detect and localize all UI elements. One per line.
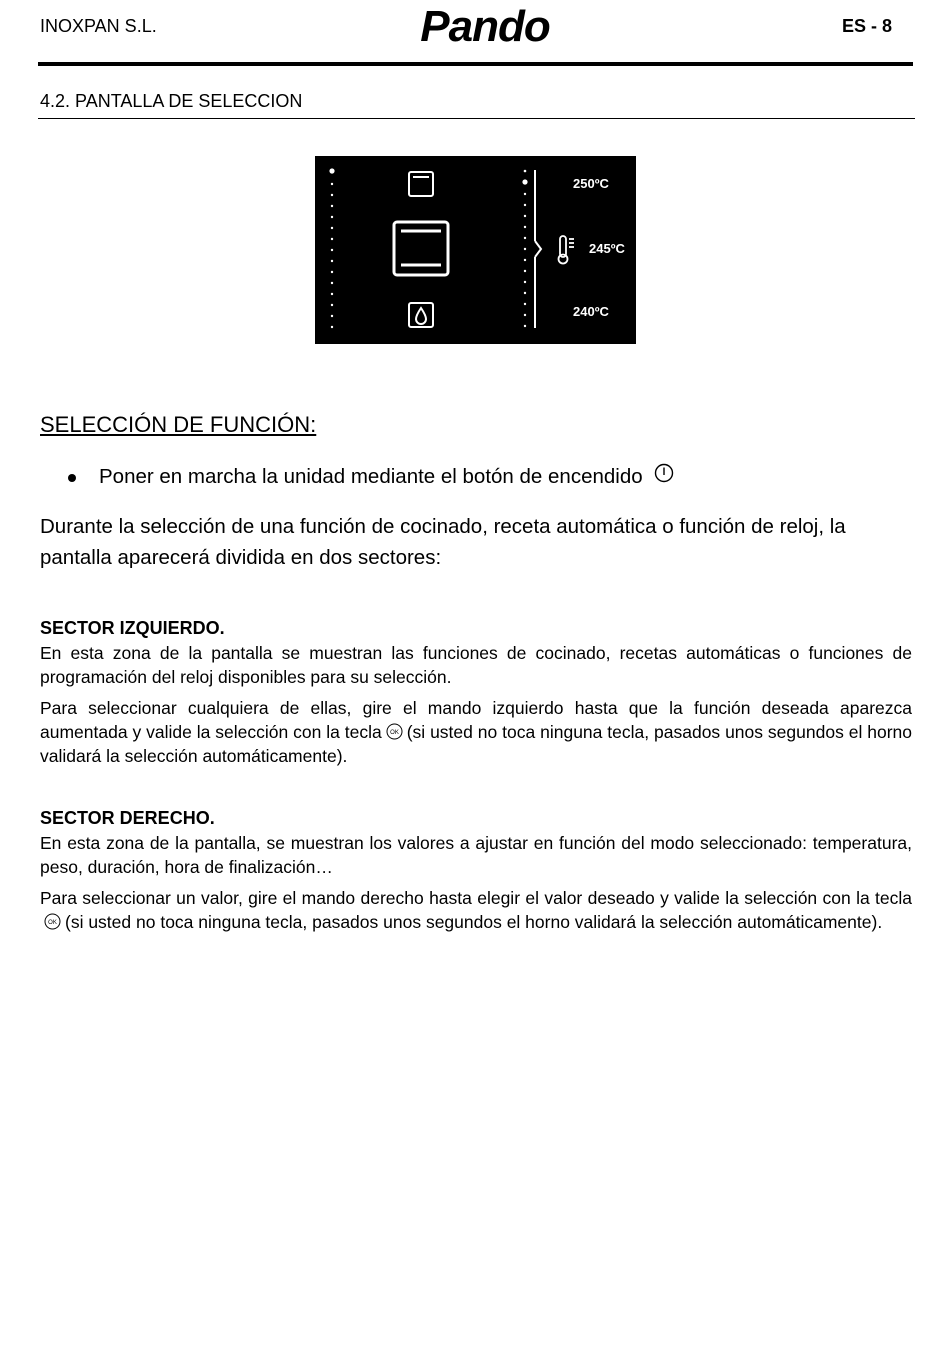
oven-function-icon-top	[409, 172, 433, 196]
power-icon	[654, 463, 674, 483]
section-divider	[38, 118, 915, 119]
right-sector-paragraph-1: En esta zona de la pantalla, se muestran los valores a ajustar en función del modo seleccionado: temperatura, peso, duración, hora de finalización…	[40, 833, 912, 877]
left-sector-paragraph-2	[40, 696, 912, 768]
power-on-bullet	[68, 465, 674, 489]
svg-text:OK: OK	[389, 730, 399, 736]
right-sector-heading: SECTOR DERECHO.	[40, 808, 215, 828]
left-scroll-indicator	[329, 168, 334, 328]
function-selection-heading: SELECCIÓN DE FUNCIÓN:	[40, 412, 317, 437]
right-p2-part-b: (si usted no toca ninguna tecla, pasados unos segundos el horno validará la selección automáticamente).	[65, 912, 883, 932]
section-title: 4.2. PANTALLA DE SELECCION	[40, 91, 303, 111]
svg-text:OK: OK	[48, 920, 57, 926]
right-scroll-indicator	[522, 170, 527, 328]
right-sector-paragraph-2	[40, 886, 912, 934]
left-p2-part-b: (si usted no toca ninguna tecla, pasados unos segundos el horno validará la selección automáticamente).	[40, 722, 912, 766]
bullet-icon	[68, 474, 76, 482]
temp-selected: 245ºC	[589, 241, 625, 256]
temp-upper: 250ºC	[573, 176, 609, 191]
temp-lower: 240ºC	[573, 304, 609, 319]
right-p2-part-a: Para seleccionar un valor, gire el mando derecho hasta elegir el valor deseado y valide la selección con la tecla	[40, 888, 912, 908]
left-sector-paragraph-1: En esta zona de la pantalla se muestran las funciones de cocinado, recetas automáticas o funciones de programación del reloj disponibles para su selección.	[40, 643, 912, 687]
brand-logo: Pando	[420, 2, 550, 51]
intro-paragraph: Durante la selección de una función de cocinado, receta automática o función de reloj, la pantalla aparecerá dividida en dos sectores:	[40, 515, 846, 569]
oven-display-illustration	[315, 156, 636, 344]
ok-key-icon	[44, 913, 61, 930]
left-sector-heading: SECTOR IZQUIERDO.	[40, 618, 225, 638]
thermometer-icon	[559, 236, 575, 264]
page-number: ES - 8	[841, 16, 892, 36]
oven-function-icon-selected	[394, 222, 448, 275]
header-divider	[38, 62, 913, 66]
company-name: INOXPAN S.L.	[40, 16, 157, 36]
power-on-text: Poner en marcha la unidad mediante el botón de encendido	[99, 465, 643, 488]
oven-display-svg	[315, 156, 636, 344]
steam-function-icon	[409, 303, 433, 327]
value-bracket	[535, 170, 541, 328]
ok-key-icon	[386, 723, 403, 740]
left-p2-part-a: Para seleccionar cualquiera de ellas, gire el mando izquierdo hasta que la función deseada aparezca aumentada y valide la selección con la tecla	[40, 698, 912, 742]
